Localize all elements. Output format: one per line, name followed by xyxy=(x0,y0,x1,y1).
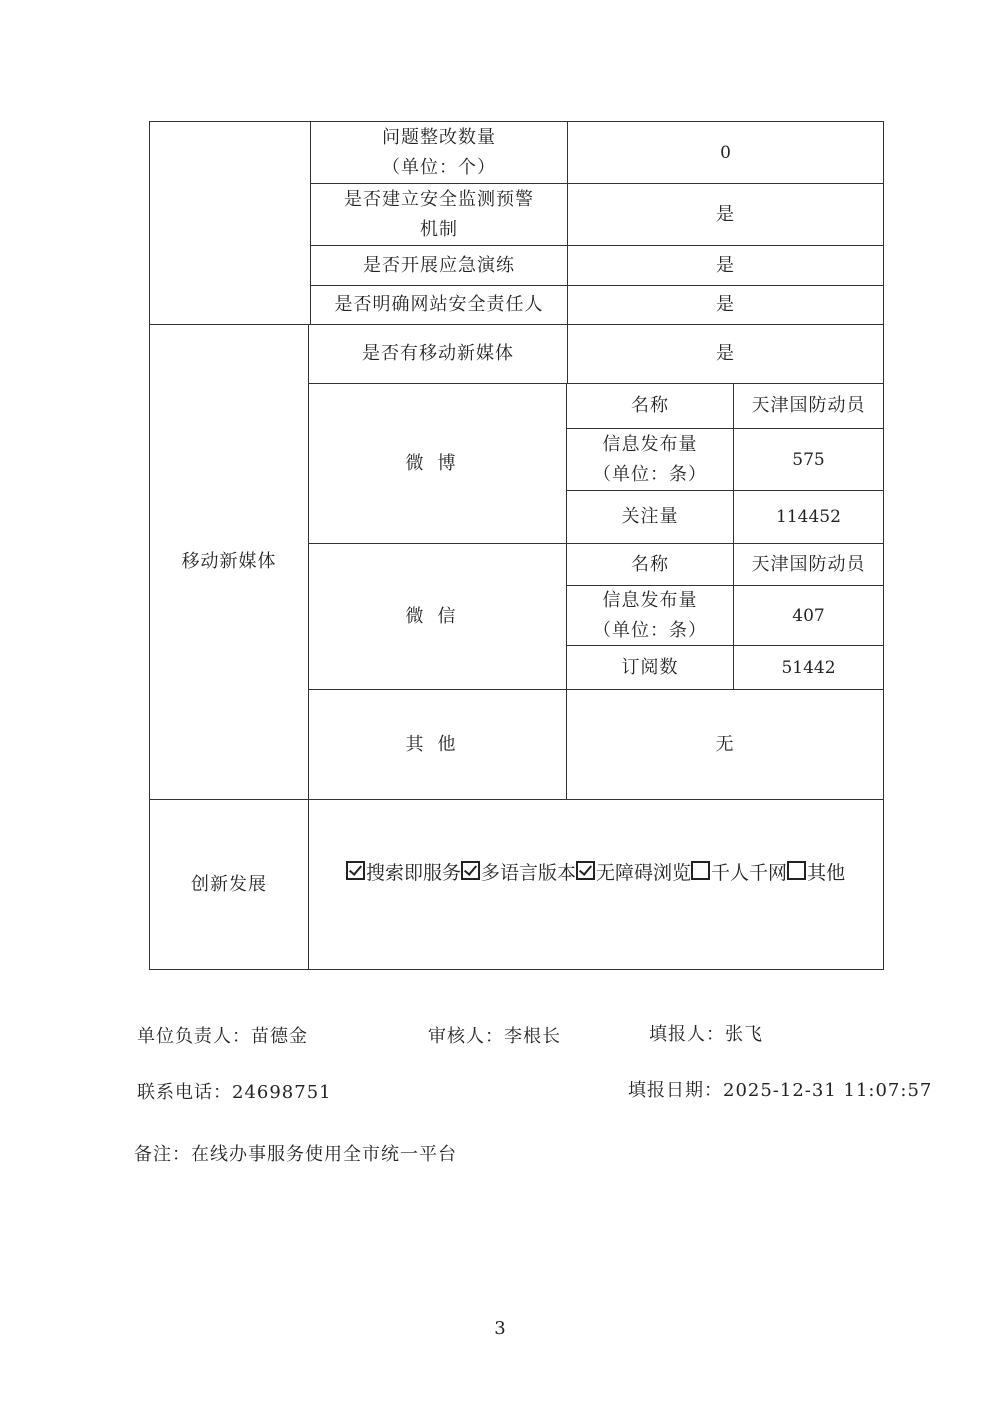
contact-phone: 联系电话：24698751 xyxy=(137,1082,332,1103)
checkbox-checked-icon xyxy=(346,861,365,880)
weibo-name-label: 名称 xyxy=(631,395,669,416)
security-officer-value: 是 xyxy=(716,294,735,315)
wechat-label: 微信 xyxy=(405,605,470,627)
emergency-drill-value: 是 xyxy=(716,254,735,276)
reviewer: 审核人：李根长 xyxy=(428,1026,561,1047)
option-other[interactable]: 其他 xyxy=(787,858,845,885)
monitoring-mechanism-value: 是 xyxy=(716,203,735,225)
emergency-drill-label: 是否开展应急演练 xyxy=(363,254,515,276)
wechat-subs-label: 订阅数 xyxy=(621,656,679,678)
checkbox-checked-icon xyxy=(576,861,595,880)
issue-count-label: 问题整改数量 （单位：个） xyxy=(382,126,496,178)
security-officer-label: 是否明确网站安全责任人 xyxy=(334,294,544,315)
page-number: 3 xyxy=(494,1318,506,1339)
weibo-label: 微博 xyxy=(405,452,470,474)
remark-note: 备注：在线办事服务使用全市统一平台 xyxy=(134,1144,457,1165)
mobile-media-section-label: 移动新媒体 xyxy=(181,551,277,572)
has-mobile-media-value: 是 xyxy=(716,343,735,364)
option-personalized[interactable]: 千人千网 xyxy=(691,858,787,885)
checkbox-unchecked-icon xyxy=(691,861,710,880)
weibo-posts-label: 信息发布量 （单位：条） xyxy=(593,433,707,485)
innovation-section-label: 创新发展 xyxy=(191,873,267,895)
monitoring-mechanism-label: 是否建立安全监测预警 机制 xyxy=(344,188,534,240)
option-search-as-service[interactable]: 搜索即服务 xyxy=(346,858,461,885)
checkbox-unchecked-icon xyxy=(787,861,806,880)
weibo-followers-value: 114452 xyxy=(776,507,841,527)
wechat-posts-value: 407 xyxy=(792,605,825,626)
filler: 填报人：张飞 xyxy=(649,1024,763,1045)
weibo-followers-label: 关注量 xyxy=(621,506,679,527)
weibo-name-value: 天津国防动员 xyxy=(751,395,866,416)
innovation-options xyxy=(346,858,845,885)
unit-leader: 单位负责人：苗德金 xyxy=(137,1026,308,1047)
checkbox-checked-icon xyxy=(461,861,480,880)
wechat-name-value: 天津国防动员 xyxy=(751,553,866,575)
wechat-name-label: 名称 xyxy=(631,553,669,575)
other-media-label: 其他 xyxy=(405,733,470,755)
issue-count-value: 0 xyxy=(720,142,731,163)
wechat-posts-label: 信息发布量 （单位：条） xyxy=(593,589,707,641)
fill-date: 填报日期：2025-12-31 11:07:57 xyxy=(628,1080,933,1101)
wechat-subs-value: 51442 xyxy=(781,657,836,678)
option-multilingual[interactable]: 多语言版本 xyxy=(461,858,576,885)
other-media-value: 无 xyxy=(715,733,735,755)
weibo-posts-value: 575 xyxy=(792,449,825,470)
option-accessibility[interactable]: 无障碍浏览 xyxy=(576,858,691,885)
has-mobile-media-label: 是否有移动新媒体 xyxy=(362,343,514,364)
